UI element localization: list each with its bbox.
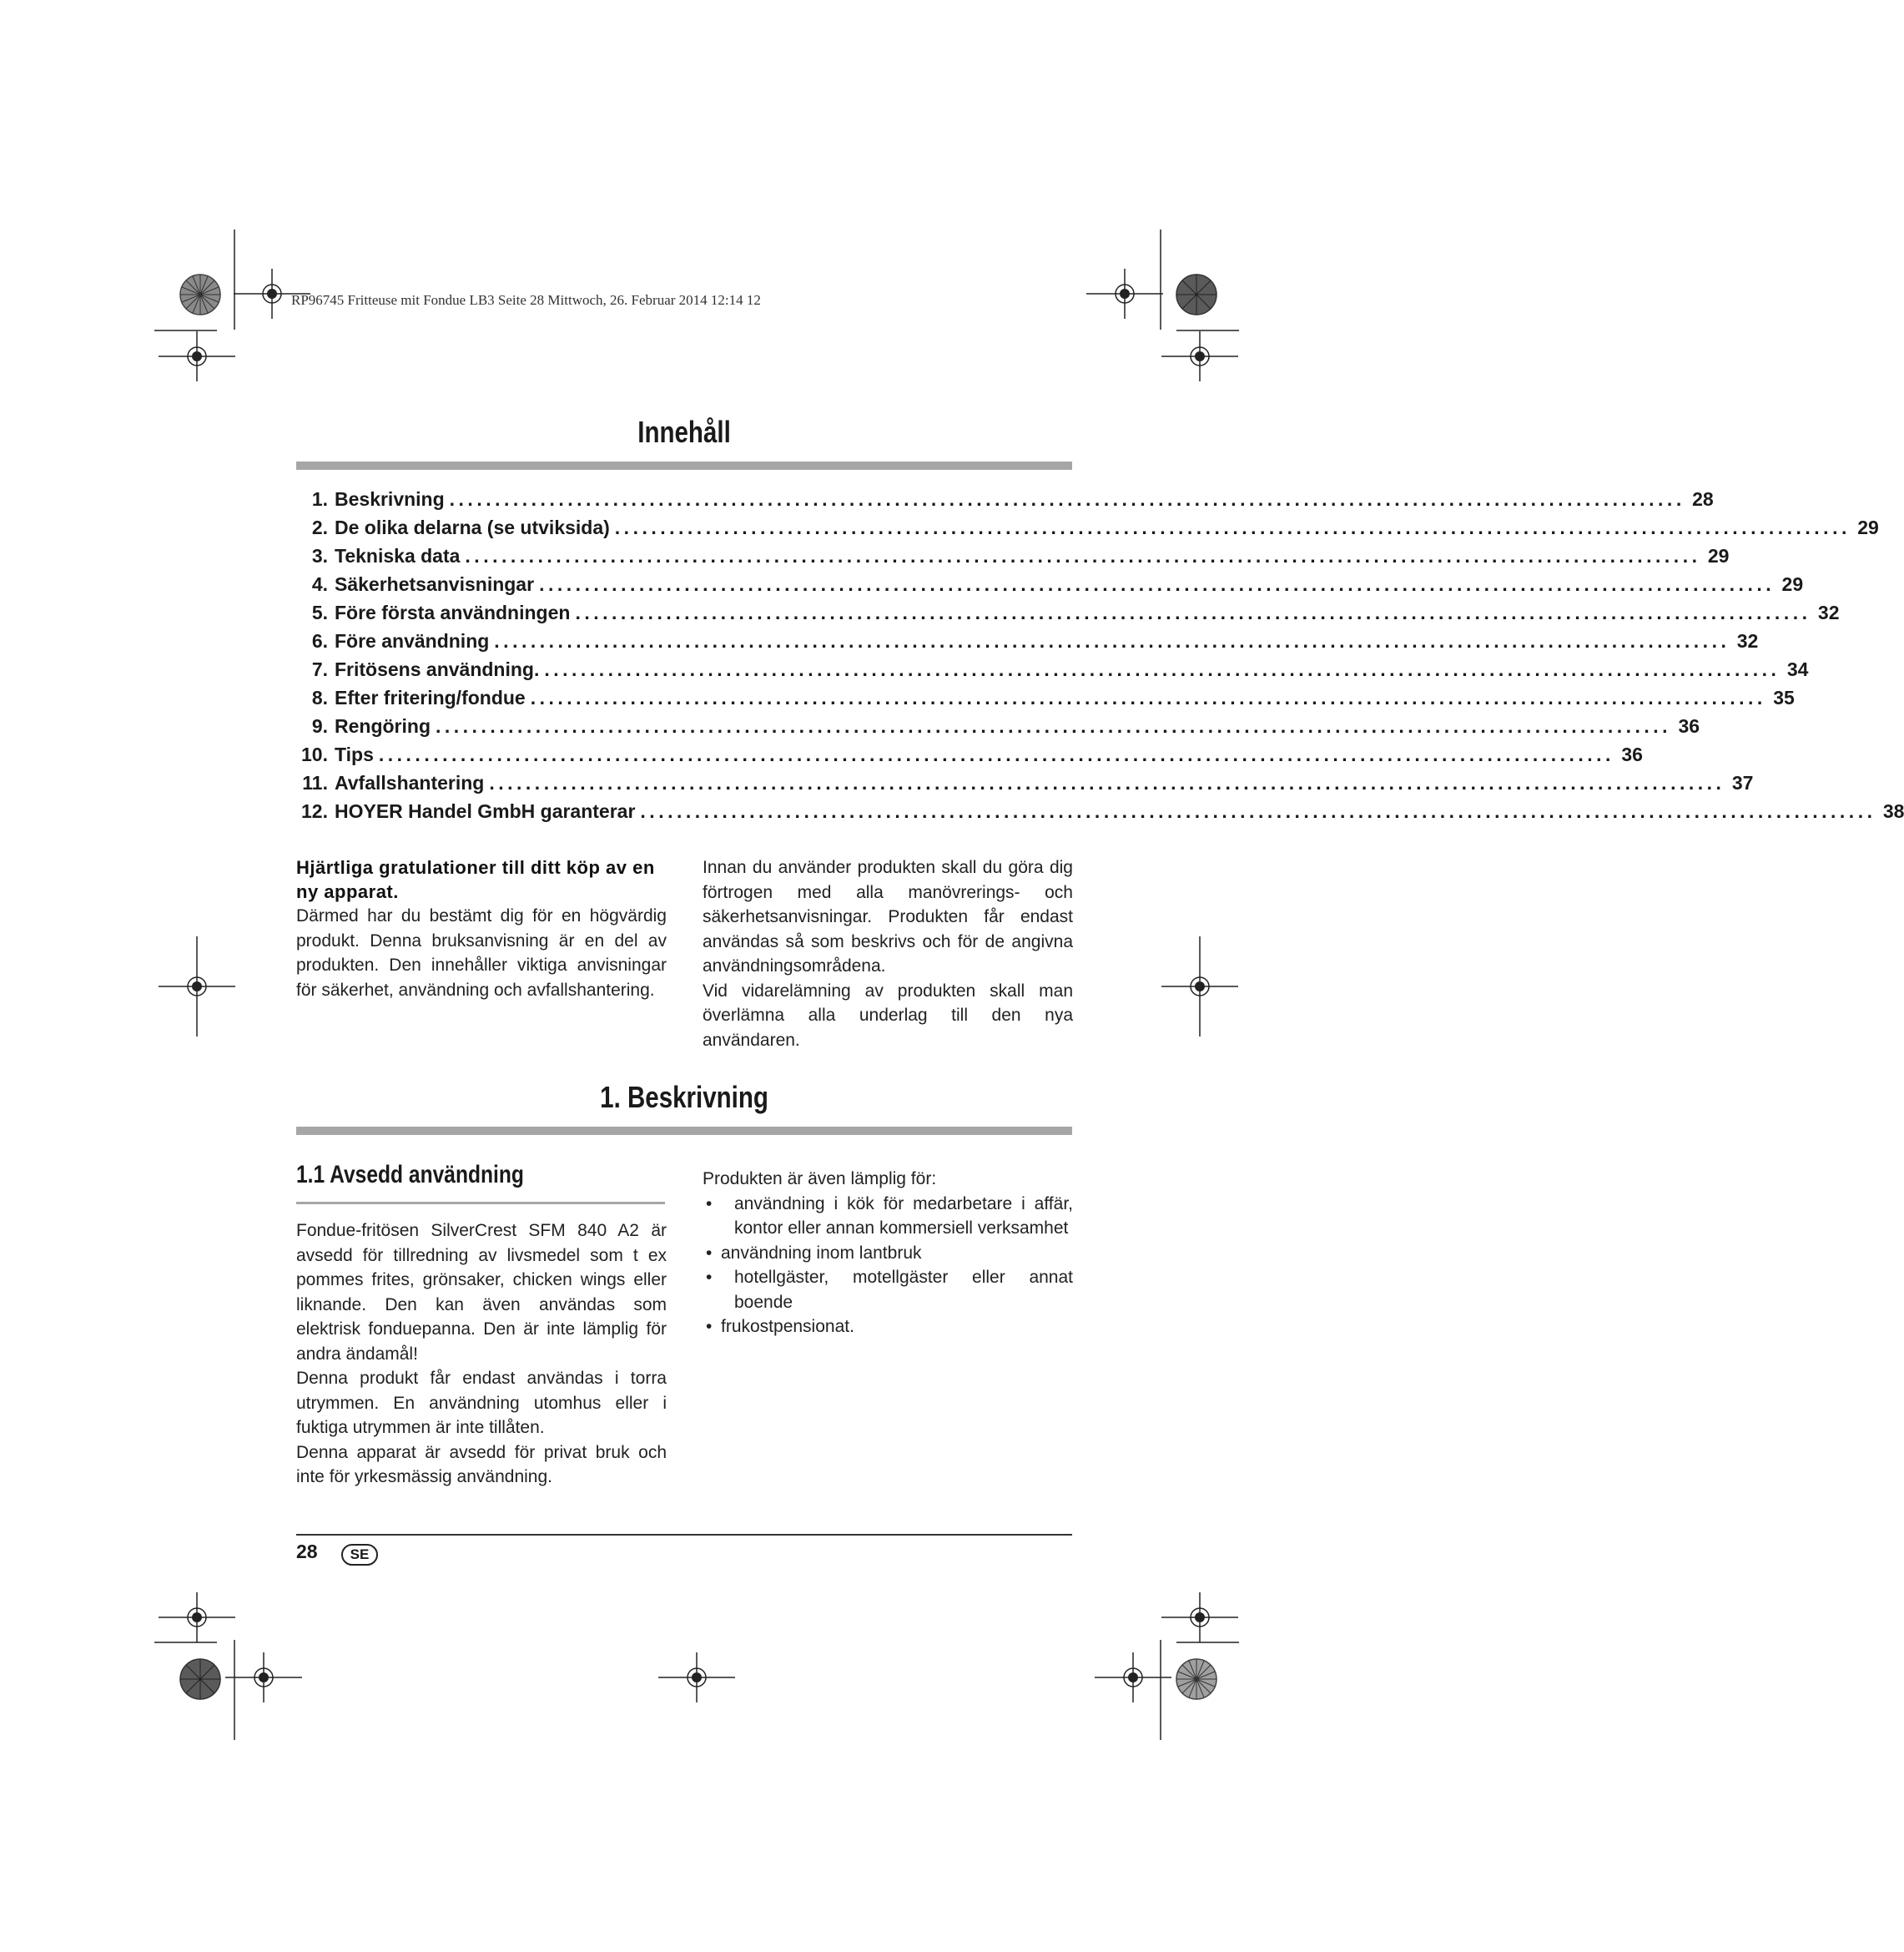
list-item: • frukostpensionat. (703, 1314, 1073, 1339)
toc-entry-page: 29 (1707, 545, 1730, 567)
suitability-intro: Produkten är även lämplig för: (703, 1169, 937, 1188)
list-item: • användning i kök för medarbetare i affär, kontor eller annan kommersiell verksamhet (703, 1192, 1073, 1241)
toc-entry[interactable] (296, 687, 1795, 715)
toc-entry-number: 11. (302, 772, 328, 794)
toc-dot-leader: ........................................................................................................................................ (640, 800, 1876, 822)
toc-entry[interactable] (296, 744, 1643, 772)
toc-entry-number: 6. (311, 630, 328, 652)
subsection-heading: 1.1 Avsedd användning (296, 1161, 524, 1188)
section-heading: 1. Beskrivning (600, 1080, 768, 1114)
registration-wheel-top-left (179, 273, 222, 316)
toc-entry-page: 34 (1786, 658, 1809, 680)
toc-entry-page: 37 (1731, 772, 1754, 794)
crosshair-middle-right (1160, 960, 1240, 1013)
registration-wheel-bottom-left (179, 1657, 222, 1701)
crosshair-middle-left (157, 960, 237, 1013)
toc-entry[interactable] (296, 800, 1904, 829)
crosshair-bottom-left-a (224, 1651, 304, 1704)
toc-dot-leader: ........................................................................................................................................ (530, 687, 1766, 709)
body-paragraph: Fondue-fritösen SilverCrest SFM 840 A2 är avsedd för tillredning av livsmedel som t ex pommes frites, grönsaker, chicken wings eller liknande. Den kan även användas som elektrisk fonduepanna. Den är inte lämplig för andra ändamål! (296, 1221, 667, 1364)
toc-entry-title: Beskrivning (335, 488, 445, 510)
toc-heading-wrap (296, 415, 1072, 450)
toc-entry-title: Efter fritering/fondue (335, 687, 526, 709)
table-of-contents (296, 488, 1904, 829)
toc-entry-title: De olika delarna (se utviksida) (335, 517, 610, 538)
toc-entry-number: 12. (301, 800, 328, 822)
toc-dot-leader: ........................................................................................................................................ (436, 715, 1672, 737)
crosshair-bottom-center (657, 1651, 737, 1704)
body-paragraph: Denna apparat är avsedd för privat bruk och inte för yrkesmässig användning. (296, 1442, 667, 1486)
language-badge: SE (341, 1544, 378, 1566)
footer-rule (296, 1534, 1072, 1536)
list-item: • användning inom lantbruk (703, 1241, 1073, 1266)
crosshair-top-left-b (157, 330, 237, 383)
crosshair-bottom-right-b (1160, 1591, 1240, 1644)
print-slug-header: RP96745 Fritteuse mit Fondue LB3 Seite 28 Mittwoch, 26. Februar 2014 12:14 12 (291, 292, 761, 308)
intro-left-column (296, 855, 667, 1002)
toc-dot-leader: ........................................................................................................................................ (614, 517, 1851, 538)
section-heading-rule (296, 1127, 1072, 1135)
toc-dot-leader: ........................................................................................................................................ (378, 744, 1614, 765)
toc-entry-title: Före första användningen (335, 602, 571, 623)
toc-entry[interactable] (296, 658, 1809, 687)
toc-entry[interactable] (296, 573, 1804, 602)
body-paragraph: Denna produkt får endast användas i torra utrymmen. En användning utomhus eller i fuktiga utrymmen är inte tillåten. (296, 1369, 667, 1437)
toc-dot-leader: ........................................................................................................................................ (489, 772, 1725, 794)
toc-entry-page: 29 (1857, 517, 1879, 538)
toc-entry-page: 35 (1773, 687, 1795, 709)
crosshair-top-right-b (1160, 330, 1240, 383)
toc-entry-number: 4. (311, 573, 328, 595)
page-number: 28 (296, 1541, 318, 1562)
toc-entry[interactable] (296, 602, 1840, 630)
toc-dot-leader: ........................................................................................................................................ (544, 658, 1781, 680)
registration-wheel-bottom-right (1175, 1657, 1218, 1701)
list-item: • hotellgäster, motellgäster eller annat boende (703, 1265, 1073, 1314)
toc-entry-title: Säkerhetsanvisningar (335, 573, 535, 595)
toc-entry[interactable] (296, 715, 1700, 744)
toc-entry[interactable] (296, 772, 1754, 800)
subsection-heading-wrap (296, 1161, 667, 1189)
toc-entry-title: Före användning (335, 630, 490, 652)
intro-heading: Hjärtliga gratulationer till ditt köp av en ny apparat. (296, 857, 655, 902)
toc-entry-page: 32 (1817, 602, 1840, 623)
toc-entry-title: HOYER Handel GmbH garanterar (335, 800, 636, 822)
intro-paragraph: Innan du använder produkten skall du göra dig förtrogen med alla manövrerings- och säkerhetsanvisningar. Produkten får endast användas så som beskrivs och för de angivna användningsområdena. (703, 858, 1073, 976)
toc-dot-leader: ........................................................................................................................................ (539, 573, 1776, 595)
toc-entry-number: 8. (311, 687, 328, 709)
registration-wheel-top-right (1175, 273, 1218, 316)
toc-dot-leader: ........................................................................................................................................ (449, 488, 1685, 510)
toc-entry[interactable] (296, 545, 1730, 573)
toc-entry-page: 28 (1692, 488, 1714, 510)
intro-paragraph: Vid vidarelämning av produkten skall man överlämna alla underlag till den nya användaren. (703, 981, 1073, 1050)
section-heading-wrap (296, 1080, 1072, 1115)
toc-entry-number: 2. (311, 517, 328, 538)
toc-entry-page: 38 (1882, 800, 1904, 822)
toc-entry-number: 9. (311, 715, 328, 737)
toc-heading: Innehåll (637, 415, 731, 449)
toc-entry-page: 36 (1621, 744, 1643, 765)
crosshair-bottom-left-b (157, 1591, 237, 1644)
toc-entry[interactable] (296, 517, 1879, 545)
toc-entry-title: Avfallshantering (335, 772, 485, 794)
toc-entry-title: Rengöring (335, 715, 431, 737)
crosshair-bottom-right-a (1093, 1651, 1173, 1704)
toc-entry-number: 10. (301, 744, 328, 765)
toc-entry-page: 36 (1678, 715, 1700, 737)
toc-dot-leader: ........................................................................................................................................ (465, 545, 1701, 567)
intro-right-column (703, 855, 1073, 1052)
suitability-list (703, 1192, 1073, 1339)
toc-entry-number: 1. (311, 488, 328, 510)
toc-entry[interactable] (296, 488, 1714, 517)
toc-heading-rule (296, 462, 1072, 470)
toc-entry-number: 5. (311, 602, 328, 623)
subsection-heading-rule (296, 1202, 665, 1204)
toc-entry-title: Tips (335, 744, 374, 765)
intro-paragraph: Därmed har du bestämt dig för en högvärdig produkt. Denna bruksanvisning är en del av produkten. Den innehåller viktiga anvisningar för säkerhet, användning och avfallshantering. (296, 906, 667, 1000)
toc-entry[interactable] (296, 630, 1759, 658)
toc-dot-leader: ........................................................................................................................................ (494, 630, 1730, 652)
toc-entry-title: Fritösens användning. (335, 658, 540, 680)
toc-entry-title: Tekniska data (335, 545, 461, 567)
toc-entry-number: 3. (311, 545, 328, 567)
section-left-column (296, 1218, 667, 1490)
section-right-column (703, 1167, 1073, 1339)
toc-entry-page: 32 (1736, 630, 1759, 652)
toc-entry-number: 7. (311, 658, 328, 680)
toc-dot-leader: ........................................................................................................................................ (575, 602, 1811, 623)
toc-entry-page: 29 (1781, 573, 1804, 595)
crosshair-top-right-a (1085, 267, 1165, 320)
